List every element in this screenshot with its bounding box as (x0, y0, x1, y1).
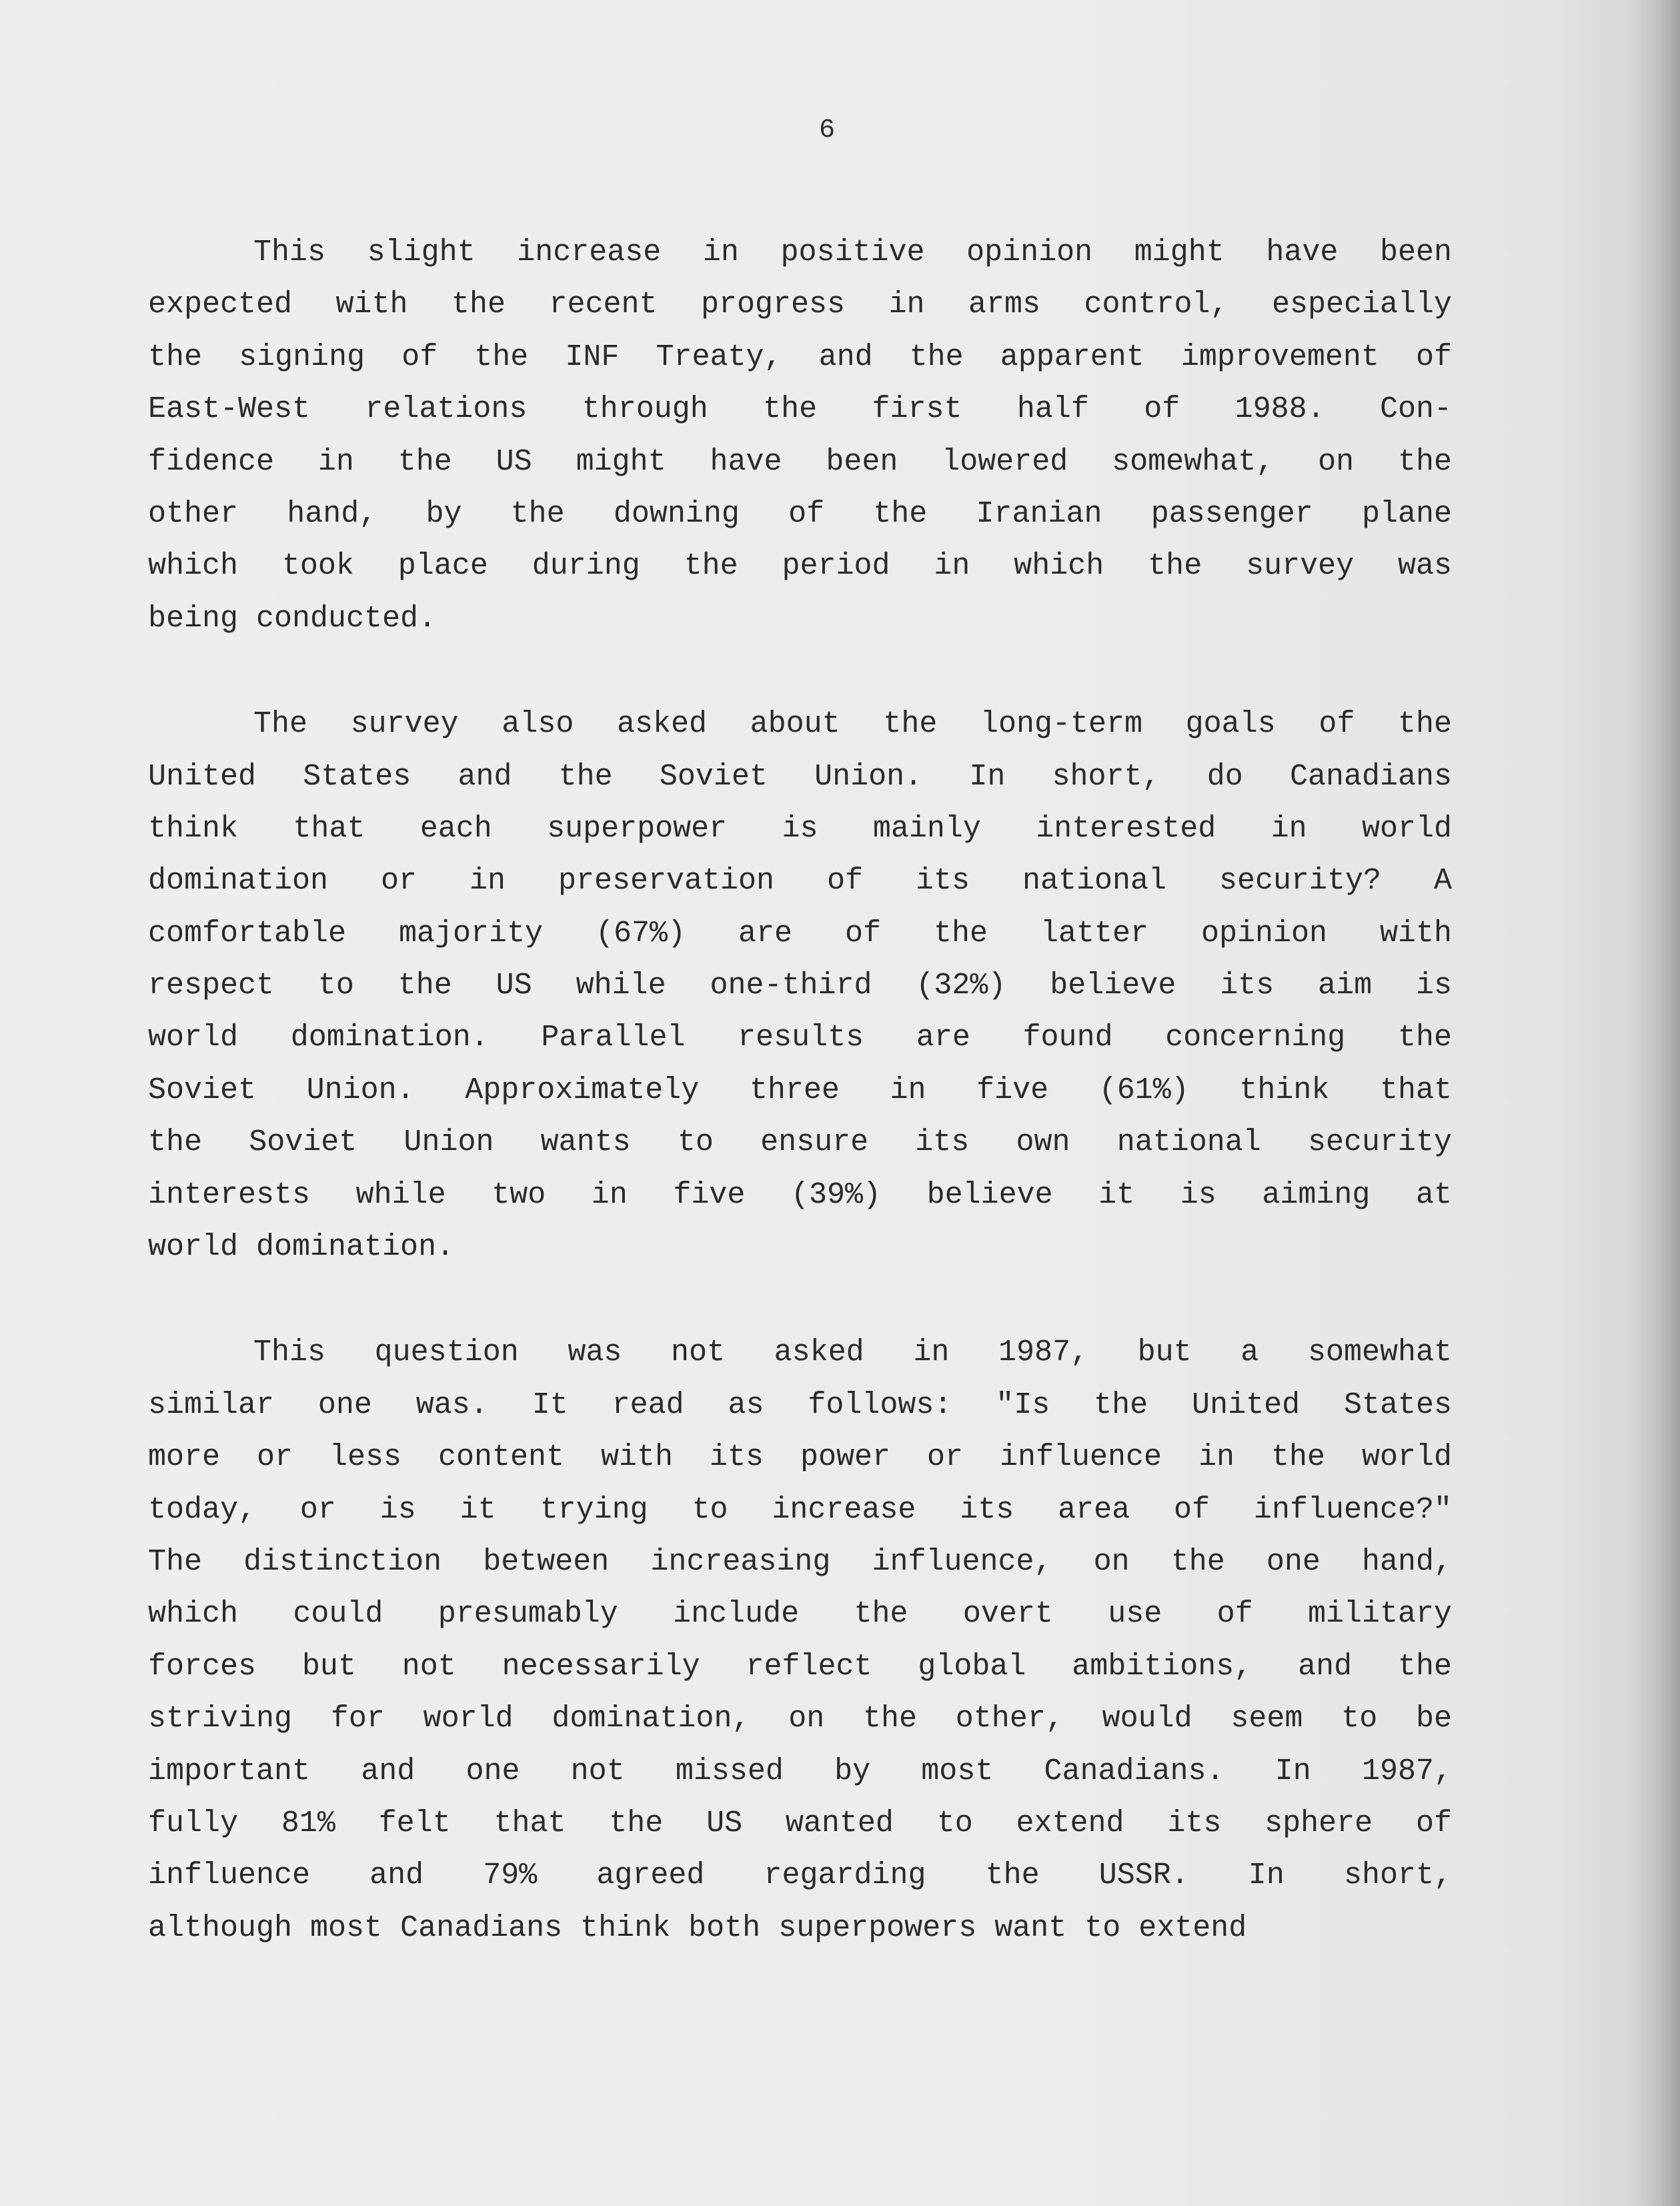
text-line: the Soviet Union wants to ensure its own national security (148, 1125, 1452, 1160)
text-line: although most Canadians think both superpowers want to extend (148, 1910, 1247, 1945)
paragraph-2 (148, 698, 1452, 1273)
text-line: respect to the US while one-third (32%) believe its aim is (148, 969, 1452, 1003)
text-line: comfortable majority (67%) are of the latter opinion with (148, 916, 1452, 951)
text-line: interests while two in five (39%) believe it is aiming at (148, 1177, 1452, 1212)
page-edge-shadow (1633, 0, 1680, 2206)
text-line: today, or is it trying to increase its area of influence?" (148, 1492, 1452, 1527)
text-line: The distinction between increasing influence, on the one hand, (148, 1544, 1452, 1579)
text-line: This question was not asked in 1987, but a somewhat (253, 1335, 1452, 1370)
text-line: similar one was. It read as follows: "Is the United States (148, 1388, 1452, 1422)
text-line: fully 81% felt that the US wanted to extend its sphere of (148, 1806, 1452, 1840)
text-line: Soviet Union. Approximately three in five (61%) think that (148, 1073, 1452, 1107)
text-line: influence and 79% agreed regarding the USSR. In short, (148, 1858, 1452, 1893)
text-line: which could presumably include the overt use of military (148, 1597, 1452, 1632)
text-line: think that each superpower is mainly interested in world (148, 811, 1452, 846)
text-line: which took place during the period in which the survey was (148, 549, 1452, 584)
text-line: striving for world domination, on the other, would seem to be (148, 1702, 1452, 1736)
text-line: domination or in preservation of its national security? A (148, 864, 1452, 899)
paragraph-1 (148, 227, 1452, 645)
text-line: East-West relations through the first half of 1988. Con- (148, 392, 1452, 427)
text-line: other hand, by the downing of the Iranian passenger plane (148, 496, 1452, 531)
text-line: the signing of the INF Treaty, and the apparent improvement of (148, 340, 1452, 374)
page-number: 6 (818, 115, 835, 145)
text-line: The survey also asked about the long-term goals of the (253, 707, 1452, 742)
text-line: more or less content with its power or influence in the world (148, 1440, 1452, 1475)
text-line: United States and the Soviet Union. In short, do Canadians (148, 759, 1452, 794)
text-line: expected with the recent progress in arms control, especially (148, 288, 1452, 322)
paragraph-3 (148, 1327, 1452, 1955)
text-line: world domination. Parallel results are found concerning the (148, 1021, 1452, 1055)
body-text (148, 227, 1452, 2008)
text-line: being conducted. (148, 601, 437, 636)
text-line: important and one not missed by most Canadians. In 1987, (148, 1754, 1452, 1788)
text-line: This slight increase in positive opinion might have been (253, 235, 1452, 269)
text-line: forces but not necessarily reflect global ambitions, and the (148, 1649, 1452, 1684)
text-line: world domination. (148, 1230, 455, 1265)
text-line: fidence in the US might have been lowered somewhat, on the (148, 444, 1452, 479)
